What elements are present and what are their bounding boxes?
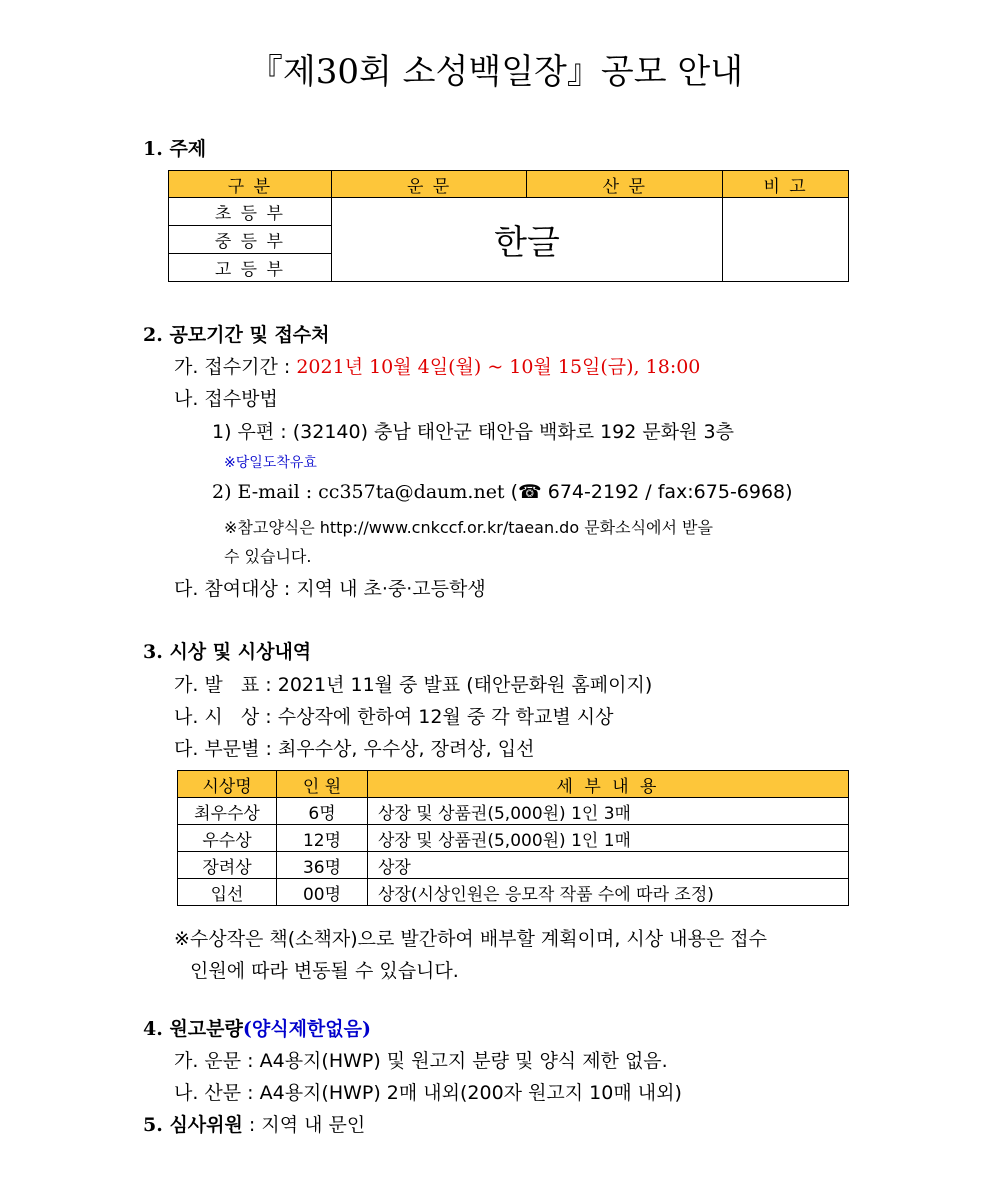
award-table	[177, 770, 849, 906]
email-open: (	[504, 481, 519, 503]
section-4-heading	[143, 1014, 371, 1041]
target-line: 다. 참여대상 : 지역 내 초·중·고등학생	[174, 578, 486, 600]
award-note-1: ※수상작은 책(소책자)으로 발간하여 배부할 계획이며, 시상 내용은 접수	[174, 928, 767, 950]
header-category: 구 분	[169, 171, 332, 198]
page-title: 『제30회 소성백일장』공모 안내	[248, 52, 744, 92]
award-detail: 상장 및 상품권(5,000원) 1인 3매	[368, 798, 849, 825]
ref-line-2: 수 있습니다.	[224, 547, 312, 566]
period-label: 가. 접수기간 :	[174, 356, 297, 378]
ref-line-1: ※참고양식은 http://www.cnkccf.or.kr/taean.do 문화소식에서 받을	[224, 518, 713, 537]
row-middle: 중 등 부	[169, 226, 332, 254]
award-name: 입선	[178, 879, 277, 906]
award-count: 6명	[277, 798, 368, 825]
email-suffix: 674-2192 / fax:675-6968)	[541, 481, 793, 503]
period-line	[174, 352, 700, 379]
section-5-heading: 5. 심사위원	[143, 1114, 243, 1136]
row-high: 고 등 부	[169, 254, 332, 282]
header-count: 인 원	[277, 771, 368, 798]
phone-icon: ☎	[518, 481, 542, 503]
header-verse: 운 문	[331, 171, 527, 198]
theme-value: 한글	[331, 198, 722, 282]
section-4-note: (양식제한없음)	[242, 1018, 371, 1040]
theme-table	[168, 170, 849, 282]
award-ceremony: 나. 시 상 : 수상작에 한하여 12월 중 각 학교별 시상	[174, 706, 614, 728]
award-name: 우수상	[178, 825, 277, 852]
award-count: 00명	[277, 879, 368, 906]
judges-value: : 지역 내 문인	[242, 1114, 366, 1136]
award-note-2: 인원에 따라 변동될 수 있습니다.	[190, 960, 459, 982]
section-3-heading: 3. 시상 및 시상내역	[143, 641, 312, 663]
section-2-heading: 2. 공모기간 및 접수처	[143, 324, 330, 346]
award-count: 12명	[277, 825, 368, 852]
award-detail: 상장 및 상품권(5,000원) 1인 1매	[368, 825, 849, 852]
length-verse: 가. 운문 : A4용지(HWP) 및 원고지 분량 및 양식 제한 없음.	[174, 1050, 668, 1072]
post-line: 1) 우편 : (32140) 충남 태안군 태안읍 백화로 192 문화원 3층	[212, 421, 734, 443]
period-value: 2021년 10월 4일(월) ~ 10월 15일(금), 18:00	[296, 356, 701, 378]
header-remark: 비 고	[723, 171, 849, 198]
email-prefix: 2) E-mail : cc357ta@daum.net	[212, 481, 505, 503]
award-count: 36명	[277, 852, 368, 879]
header-award: 시상명	[178, 771, 277, 798]
length-prose: 나. 산문 : A4용지(HWP) 2매 내외(200자 원고지 10매 내외)	[174, 1082, 682, 1104]
section-5-line	[143, 1110, 365, 1137]
section-1-heading: 1. 주제	[143, 138, 207, 160]
award-announce: 가. 발 표 : 2021년 11월 중 발표 (태안문화원 홈페이지)	[174, 674, 653, 696]
header-prose: 산 문	[527, 171, 723, 198]
method-label: 나. 접수방법	[174, 388, 278, 410]
email-line	[212, 481, 793, 503]
award-detail: 상장(시상인원은 응모작 작품 수에 따라 조정)	[368, 879, 849, 906]
award-name: 최우수상	[178, 798, 277, 825]
row-elementary: 초 등 부	[169, 198, 332, 226]
remark-cell	[723, 198, 849, 282]
award-detail: 상장	[368, 852, 849, 879]
header-detail: 세 부 내 용	[368, 771, 849, 798]
section-4-title: 4. 원고분량	[143, 1018, 243, 1040]
award-categories: 다. 부문별 : 최우수상, 우수상, 장려상, 입선	[174, 738, 535, 760]
award-name: 장려상	[178, 852, 277, 879]
post-note: ※당일도착유효	[224, 455, 317, 471]
